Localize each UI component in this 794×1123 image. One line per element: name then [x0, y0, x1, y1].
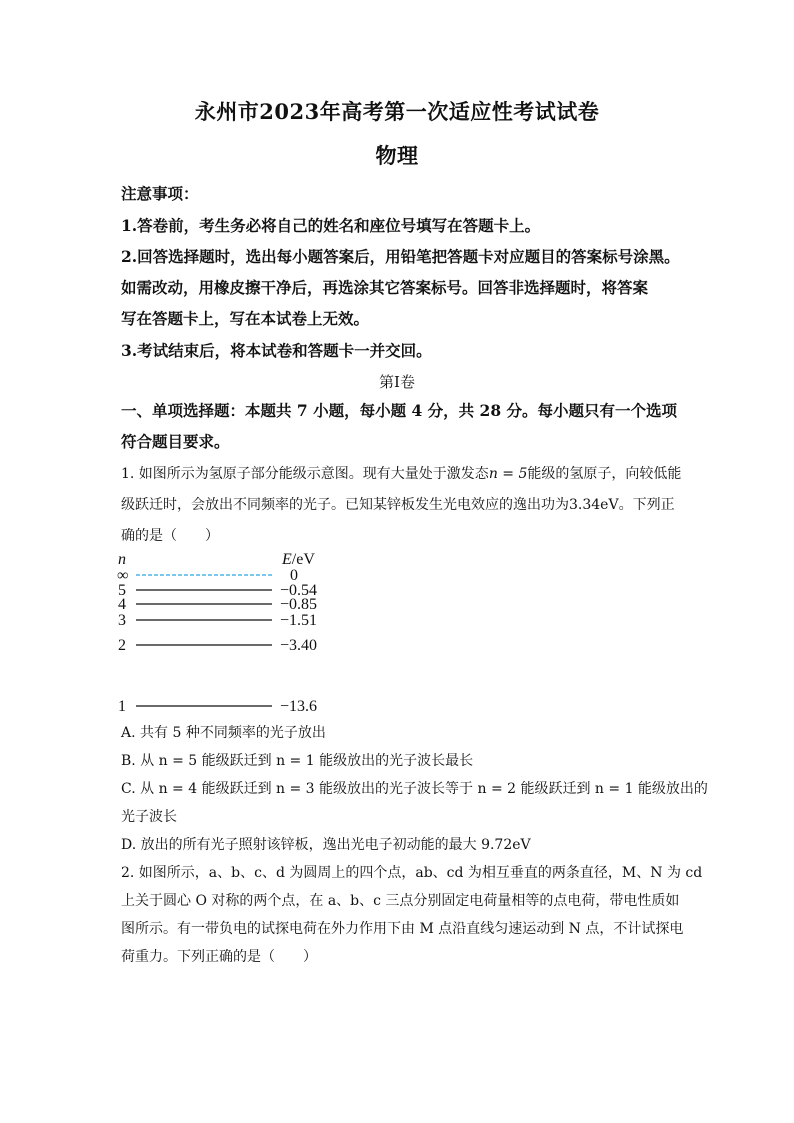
q1-option-c-line-2: 光子波长 — [121, 809, 177, 825]
q1-line-2-text-b: 。下列正 — [618, 497, 675, 513]
diagram-e-label: E/eV — [282, 551, 315, 568]
level-e-1: −13.6 — [280, 698, 318, 715]
subject-title: 物理 — [375, 143, 419, 168]
q2-line-1: 2. 如图所示，a、b、c、d 为圆周上的四个点，ab、cd 为相互垂直的两条直径，M、N 为 cd — [121, 865, 703, 881]
note-item-2-line-3: 写在答题卡上，写在本试卷上无效。 — [121, 309, 370, 328]
level-n-4: 4 — [118, 596, 126, 613]
note-item-2-line-1: 2.回答选择题时，选出每小题答案后，用铅笔把答题卡对应题目的答案标号涂黑。 — [121, 247, 680, 266]
q1-line-1-text-a: 1. 如图所示为氢原子部分能级示意图。现有大量处于激发态 — [121, 466, 489, 482]
section-heading-line-1: 一、单项选择题：本题共 7 小题，每小题 4 分，共 28 分。每小题只有一个选项 — [121, 401, 678, 420]
q1-line-1 — [121, 463, 681, 483]
section-heading-line-2: 符合题目要求。 — [121, 432, 230, 451]
q1-option-d: D. 放出的所有光子照射该锌板，逸出光电子初动能的最大 9.72eV — [121, 837, 531, 853]
notes-heading: 注意事项： — [121, 184, 199, 203]
q1-line-2-math: 3.34eV — [569, 497, 619, 513]
level-n-1: 1 — [118, 698, 126, 715]
level-e-3: −1.51 — [280, 612, 318, 629]
q1-line-1-math: n = 5 — [488, 466, 528, 482]
q2-line-2: 上关于圆心 O 对称的两个点，在 a、b、c 三点分别固定电荷量相等的点电荷，带电性质如 — [121, 893, 680, 909]
q1-option-c-line-1: C. 从 n = 4 能级跃迁到 n = 3 能级放出的光子波长等于 n = 2 能级跃迁到 n = 1 能级放出的 — [121, 781, 708, 797]
level-e-4: −0.85 — [280, 596, 318, 613]
level-e-inf: 0 — [290, 567, 298, 584]
q1-option-a: A. 共有 5 种不同频率的光子放出 — [121, 725, 326, 741]
energy-level-diagram — [114, 548, 354, 716]
exam-title: 永州市2023年高考第一次适应性考试试卷 — [194, 99, 600, 124]
part-heading: 第Ⅰ卷 — [379, 373, 415, 391]
diagram-n-label: n — [118, 551, 126, 568]
level-n-inf: ∞ — [117, 567, 129, 584]
q1-line-1-text-b: 能级的氢原子，向较低能 — [527, 466, 682, 482]
level-n-2: 2 — [118, 637, 126, 654]
q1-line-2 — [121, 494, 681, 514]
note-item-3: 3.考试结束后，将本试卷和答题卡一并交回。 — [121, 341, 432, 360]
level-n-3: 3 — [118, 612, 126, 629]
q2-line-4: 荷重力。下列正确的是（ ） — [121, 949, 317, 965]
q1-line-2-text-a: 级跃迁时，会放出不同频率的光子。已知某锌板发生光电效应的逸出功为 — [121, 497, 569, 513]
q2-line-3: 图所示。有一带负电的试探电荷在外力作用下由 M 点沿直线匀速运动到 N 点，不计试探电 — [121, 921, 684, 937]
level-n-5: 5 — [118, 582, 126, 599]
level-e-2: −3.40 — [280, 637, 318, 654]
level-e-5: −0.54 — [280, 582, 318, 599]
q1-option-b: B. 从 n = 5 能级跃迁到 n = 1 能级放出的光子波长最长 — [121, 753, 474, 769]
note-item-2-line-2: 如需改动，用橡皮擦干净后，再选涂其它答案标号。回答非选择题时，将答案 — [121, 278, 649, 297]
q1-line-3: 确的是（ ） — [121, 528, 219, 544]
note-item-1: 1.答卷前，考生务必将自己的姓名和座位号填写在答题卡上。 — [121, 216, 541, 235]
